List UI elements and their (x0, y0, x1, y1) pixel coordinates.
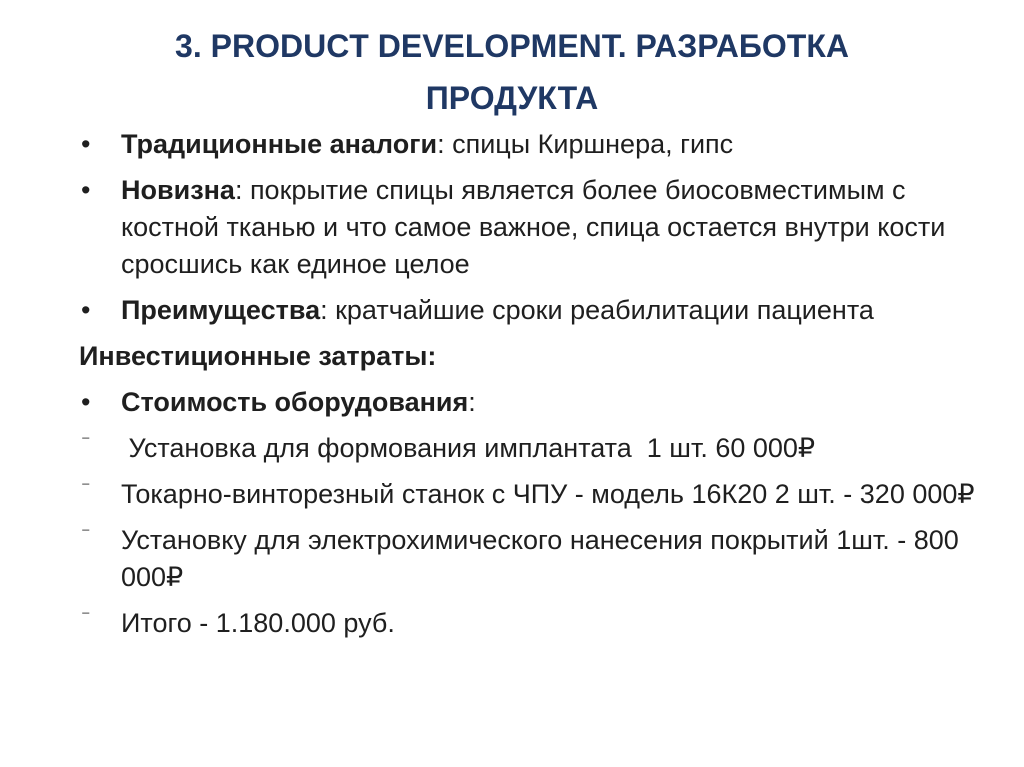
bullet-text: : кратчайшие сроки реабилитации пациента (320, 295, 874, 325)
item-text: Токарно-винторезный станок с ЧПУ - модель 16К20 2 шт. - 320 000₽ (121, 479, 975, 509)
bullet-advantages (79, 292, 979, 329)
bullet-equipment-cost (79, 384, 979, 421)
slide-body (79, 126, 979, 651)
bullet-marker: • (81, 175, 91, 205)
bullet-text: : покрытие спицы является более биосовместимым с костной тканью и что самое важное, спица остается внутри кости сросшись как единое целое (121, 175, 946, 279)
dash-marker: ⁻ (81, 431, 91, 451)
slide-title (60, 20, 964, 124)
bullet-marker: • (81, 129, 91, 159)
dash-marker: ⁻ (81, 606, 91, 626)
bullet-traditional-analogs (79, 126, 979, 163)
bullet-novelty (79, 172, 979, 283)
item-text: Установку для электрохимического нанесения покрытий 1шт. - 800 000₽ (121, 525, 959, 592)
list-item (79, 522, 979, 596)
bullet-marker: • (81, 295, 91, 325)
list-item (79, 430, 979, 467)
item-text: Установка для формования имплантата 1 шт. 60 000₽ (121, 433, 816, 463)
bullet-text: : (468, 387, 476, 417)
list-item (79, 476, 979, 513)
title-line-1: 3. PRODUCT DEVELOPMENT. РАЗРАБОТКА (175, 28, 849, 64)
list-item (79, 605, 979, 642)
title-line-2: ПРОДУКТА (425, 80, 599, 116)
dash-marker: ⁻ (81, 477, 91, 497)
bullet-label: Преимущества (121, 295, 321, 325)
bullet-text: : спицы Киршнера, гипс (437, 129, 734, 159)
item-text: Итого - 1.180.000 руб. (121, 608, 395, 638)
dash-marker: ⁻ (81, 523, 91, 543)
bullet-marker: • (81, 387, 91, 417)
bullet-label: Стоимость оборудования (121, 387, 469, 417)
bullet-label: Новизна (121, 175, 235, 205)
investment-heading: Инвестиционные затраты: (79, 341, 437, 371)
bullet-label: Традиционные аналоги (121, 129, 438, 159)
